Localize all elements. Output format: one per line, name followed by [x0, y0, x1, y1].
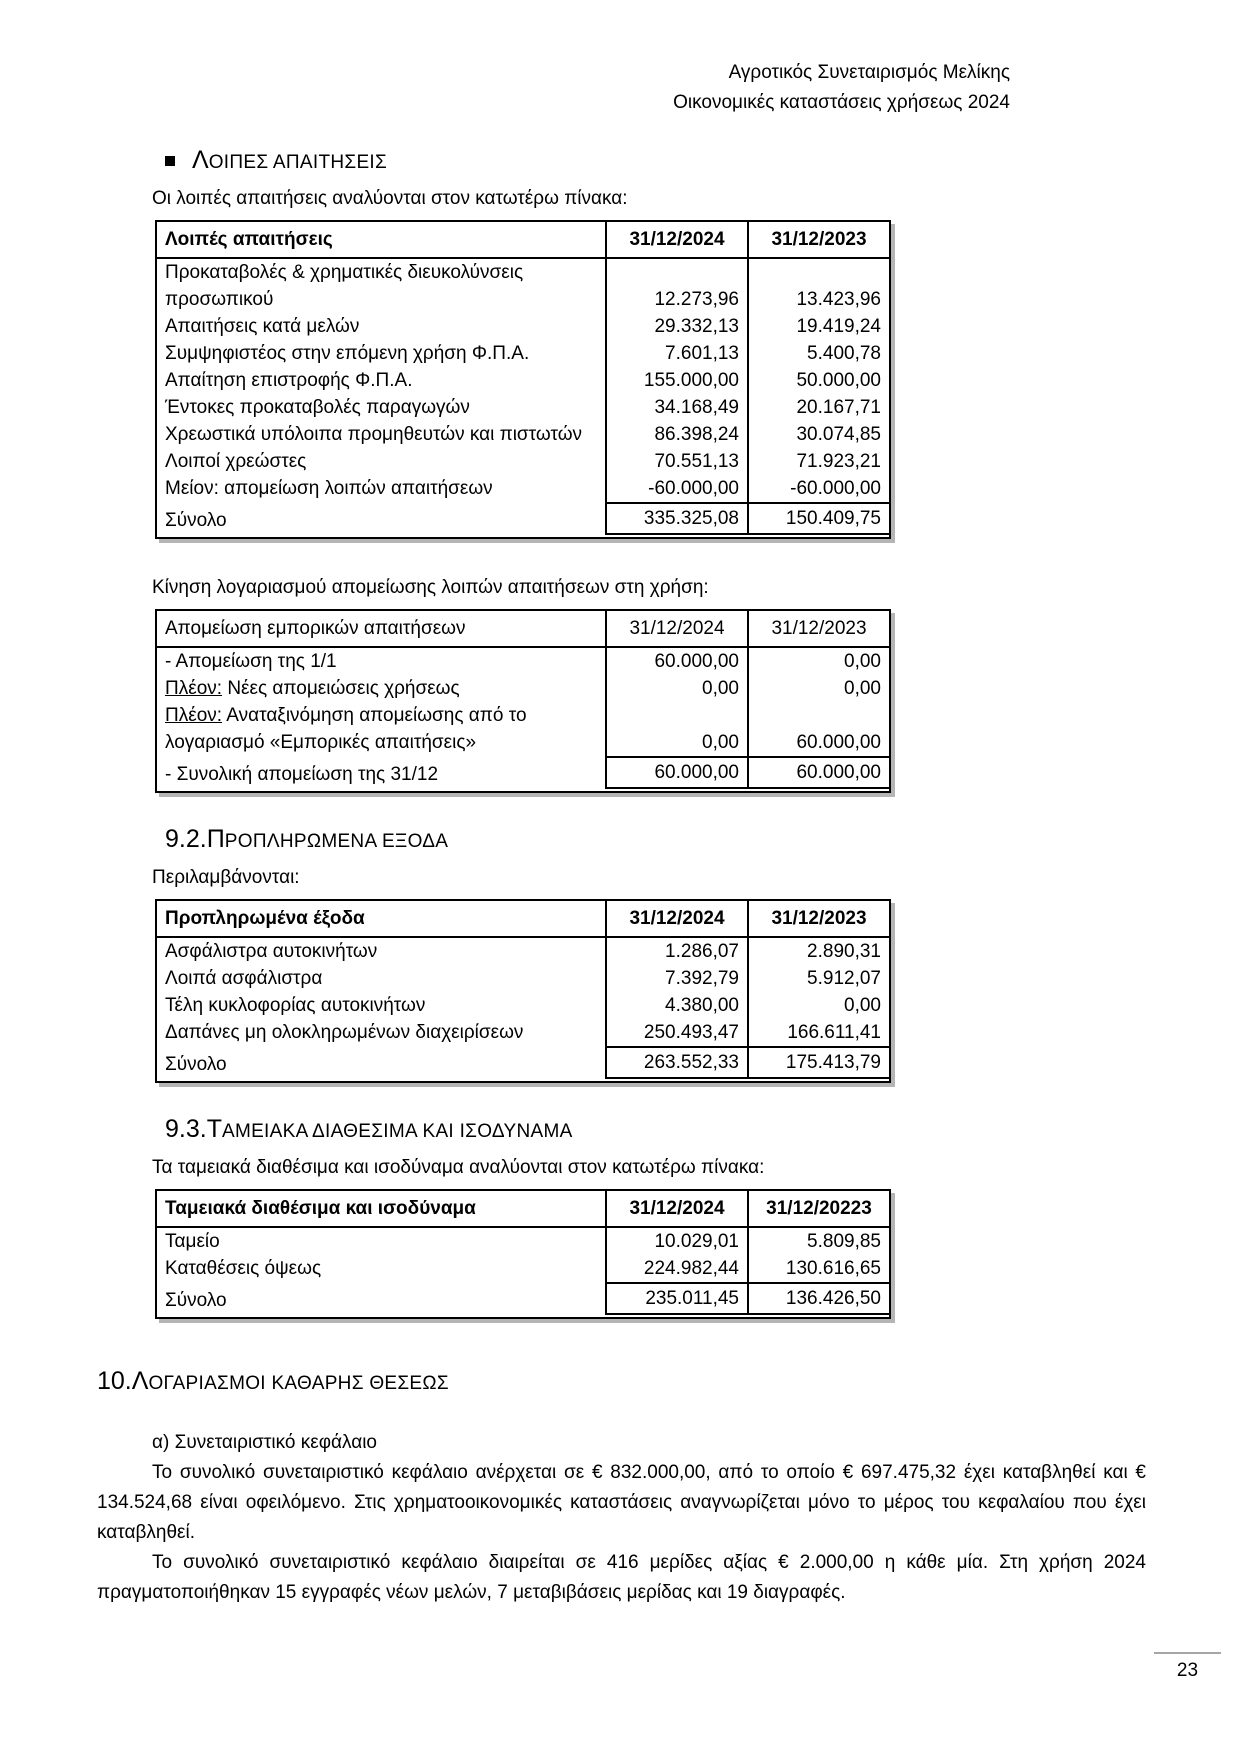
- row-label-cell: Δαπάνες μη ολοκληρωμένων διαχειρίσεων: [165, 1022, 524, 1043]
- row-label-cell: Έντοκες προκαταβολές παραγωγών: [165, 397, 470, 418]
- section-heading-prepaid-expenses: [165, 823, 1146, 858]
- value-cell: -60.000,00: [747, 475, 889, 502]
- value-cell: 60.000,00: [747, 702, 889, 756]
- value-cell: 155.000,00: [605, 367, 747, 394]
- row-label-cell: Προκαταβολές & χρηματικές διευκολύνσεις προσωπικού: [165, 262, 524, 310]
- value-cell: 235.011,45: [605, 1282, 747, 1315]
- value-cell: 50.000,00: [747, 367, 889, 394]
- value-cell: 0,00: [747, 992, 889, 1019]
- value-cell: 250.493,47: [605, 1019, 747, 1046]
- table-title-cell: Λοιπές απαιτήσεις: [157, 222, 605, 259]
- row-label-cell: Απαιτήσεις κατά μελών: [165, 316, 360, 337]
- bullet-square-icon: [165, 156, 175, 166]
- table-row: [157, 675, 889, 702]
- table-row: [157, 340, 889, 367]
- date-header-cell: 31/12/2024: [605, 901, 747, 938]
- underlined-prefix: Πλέον:: [165, 705, 223, 726]
- value-cell: 71.923,21: [747, 448, 889, 475]
- row-label-cell: - Απομείωση της 1/1: [165, 651, 337, 672]
- value-cell: 86.398,24: [605, 421, 747, 448]
- paragraph-capital-shares: Το συνολικό συνεταιριστικό κεφάλαιο διαιρείται σε 416 μερίδες αξίας € 2.000,00 η κάθε μία. Στη χρήση 2024 πραγματοποιήθηκαν 15 εγγραφές νέων μελών, 7 μεταβιβάσεις μερίδας και 19 διαγραφές.: [97, 1552, 1146, 1603]
- subsection-cooperative-capital: α) Συνεταιριστικό κεφάλαιο: [152, 1432, 377, 1453]
- date-header-cell: 31/12/2023: [747, 222, 889, 259]
- value-cell: 224.982,44: [605, 1255, 747, 1282]
- table-header-row: [157, 222, 889, 259]
- heading-rest: ΟΓΑΡΙΑΣΜΟΙ ΚΑΘΑΡΗΣ ΘΕΣΕΩΣ: [148, 1373, 449, 1394]
- value-cell: 19.419,24: [747, 313, 889, 340]
- table-row: [157, 1255, 889, 1282]
- heading-rest: ΡΟΠΛΗΡΩΜΕΝΑ ΕΞΟΔΑ: [224, 831, 449, 852]
- section-heading-cash-equivalents: [165, 1113, 1146, 1148]
- value-cell: 2.890,31: [747, 938, 889, 965]
- heading-rest: ΑΜΕΙΑΚΑ ΔΙΑΘΕΣΙΜΑ ΚΑΙ ΙΣΟΔΥΝΑΜΑ: [221, 1121, 573, 1142]
- value-cell: 12.273,96: [605, 259, 747, 313]
- row-label-cell: Λοιποί χρεώστες: [165, 451, 307, 472]
- table-header-row: [157, 901, 889, 938]
- value-cell: 150.409,75: [747, 502, 889, 535]
- row-label-cell: Ασφάλιστρα αυτοκινήτων: [165, 941, 378, 962]
- date-header-cell: 31/12/2024: [605, 611, 747, 648]
- page-footer: [1154, 1652, 1221, 1682]
- table-total-row: [157, 502, 889, 535]
- table-row: [157, 421, 889, 448]
- date-header-cell: 31/12/2023: [747, 611, 889, 648]
- value-cell: 5.809,85: [747, 1228, 889, 1255]
- table-title-cell: Ταμειακά διαθέσιμα και ισοδύναμα: [157, 1191, 605, 1228]
- value-cell: 29.332,13: [605, 313, 747, 340]
- value-cell: 60.000,00: [605, 648, 747, 675]
- impairment-movement-table: [155, 609, 891, 793]
- value-cell: 7.601,13: [605, 340, 747, 367]
- row-label-cell: Πλέον: Αναταξινόμηση απομείωσης από το λογαριασμό «Εμπορικές απαιτήσεις»: [165, 705, 527, 753]
- table-row: [157, 259, 889, 313]
- table-row: [157, 448, 889, 475]
- table-header-row: [157, 1191, 889, 1228]
- value-cell: 7.392,79: [605, 965, 747, 992]
- intro-prepaid-expenses: Περιλαμβάνονται:: [152, 867, 300, 888]
- row-label-cell: Χρεωστικά υπόλοιπα προμηθευτών και πιστωτών: [165, 424, 583, 445]
- value-cell: 0,00: [605, 675, 747, 702]
- table-row: [157, 367, 889, 394]
- row-label-cell: Απαίτηση επιστροφής Φ.Π.Α.: [165, 370, 413, 391]
- table-row: [157, 1228, 889, 1255]
- section-heading-other-receivables: [165, 144, 1146, 179]
- value-cell: 34.168,49: [605, 394, 747, 421]
- heading-lead: 9.3.Τ: [165, 1115, 222, 1143]
- value-cell: 5.912,07: [747, 965, 889, 992]
- value-cell: 70.551,13: [605, 448, 747, 475]
- table-row: [157, 702, 889, 756]
- value-cell: 335.325,08: [605, 502, 747, 535]
- row-label-cell: Σύνολο: [165, 510, 227, 531]
- table-row: [157, 1019, 889, 1046]
- underlined-prefix: Πλέον:: [165, 678, 223, 699]
- table-total-row: [157, 1282, 889, 1315]
- table-row: [157, 992, 889, 1019]
- intro-other-receivables: Οι λοιπές απαιτήσεις αναλύονται στον κατωτέρω πίνακα:: [152, 188, 628, 209]
- date-header-cell: 31/12/2024: [605, 222, 747, 259]
- row-label-cell: Πλέον: Νέες απομειώσεις χρήσεως: [165, 678, 460, 699]
- table-title-cell: Απομείωση εμπορικών απαιτήσεων: [157, 611, 605, 648]
- section-heading-equity-accounts: [97, 1365, 1146, 1400]
- table-row: [157, 313, 889, 340]
- header-statement-title: Οικονομικές καταστάσεις χρήσεως 2024: [673, 92, 1010, 113]
- row-label-cell: Μείον: απομείωση λοιπών απαιτήσεων: [165, 478, 493, 499]
- page-number: 23: [1176, 1660, 1199, 1681]
- table-row: [157, 648, 889, 675]
- row-label-cell: Τέλη κυκλοφορίας αυτοκινήτων: [165, 995, 426, 1016]
- row-label-cell: Καταθέσεις όψεως: [165, 1258, 322, 1279]
- table-total-row: [157, 756, 889, 789]
- table-row: [157, 938, 889, 965]
- row-label-cell: Λοιπά ασφάλιστρα: [165, 968, 323, 989]
- value-cell: 130.616,65: [747, 1255, 889, 1282]
- intro-cash-equivalents: Τα ταμειακά διαθέσιμα και ισοδύναμα αναλύονται στον κατωτέρω πίνακα:: [152, 1157, 765, 1178]
- prepaid-expenses-table: [155, 899, 891, 1083]
- row-label-cell: Συμψηφιστέος στην επόμενη χρήση Φ.Π.Α.: [165, 343, 530, 364]
- table-total-row: [157, 1046, 889, 1079]
- value-cell: 4.380,00: [605, 992, 747, 1019]
- intro-impairment-movement: Κίνηση λογαριασμού απομείωσης λοιπών απαιτήσεων στη χρήση:: [152, 577, 709, 598]
- value-cell: 1.286,07: [605, 938, 747, 965]
- table-row: [157, 475, 889, 502]
- value-cell: 10.029,01: [605, 1228, 747, 1255]
- value-cell: 60.000,00: [747, 756, 889, 789]
- table-header-row: [157, 611, 889, 648]
- date-header-cell: 31/12/20223: [747, 1191, 889, 1228]
- other-receivables-table: [155, 220, 891, 539]
- value-cell: 136.426,50: [747, 1282, 889, 1315]
- row-label-cell: - Συνολική απομείωση της 31/12: [165, 764, 439, 785]
- value-cell: 175.413,79: [747, 1046, 889, 1079]
- heading-lead: 10.Λ: [97, 1367, 149, 1395]
- cash-equivalents-table: [155, 1189, 891, 1319]
- value-cell: 263.552,33: [605, 1046, 747, 1079]
- value-cell: 30.074,85: [747, 421, 889, 448]
- value-cell: 0,00: [605, 702, 747, 756]
- table-title-cell: Προπληρωμένα έξοδα: [157, 901, 605, 938]
- row-label-cell: Ταμείο: [165, 1231, 220, 1252]
- heading-rest: ΟΙΠΕΣ ΑΠΑΙΤΗΣΕΙΣ: [208, 152, 388, 173]
- row-label-cell: Σύνολο: [165, 1290, 227, 1311]
- value-cell: 5.400,78: [747, 340, 889, 367]
- row-label-cell: Σύνολο: [165, 1054, 227, 1075]
- table-row: [157, 394, 889, 421]
- value-cell: 20.167,71: [747, 394, 889, 421]
- value-cell: 166.611,41: [747, 1019, 889, 1046]
- document-header: [97, 58, 1146, 118]
- date-header-cell: 31/12/2023: [747, 901, 889, 938]
- value-cell: 60.000,00: [605, 756, 747, 789]
- table-row: [157, 965, 889, 992]
- value-cell: 13.423,96: [747, 259, 889, 313]
- header-company-name: Αγροτικός Συνεταιρισμός Μελίκης: [728, 62, 1010, 83]
- paragraph-capital-amounts: Το συνολικό συνεταιριστικό κεφάλαιο ανέρχεται σε € 832.000,00, από το οποίο € 697.475,32 έχει καταβληθεί και € 134.524,68 είναι οφειλόμενο. Στις χρηματοοικονομικές καταστάσεις αναγνωρίζεται μόνο το μέρος του κεφαλαίου που έχει καταβληθεί.: [97, 1462, 1146, 1543]
- value-cell: -60.000,00: [605, 475, 747, 502]
- heading-lead: Λ: [192, 146, 209, 174]
- value-cell: 0,00: [747, 648, 889, 675]
- value-cell: 0,00: [747, 675, 889, 702]
- heading-lead: 9.2.Π: [165, 825, 225, 853]
- date-header-cell: 31/12/2024: [605, 1191, 747, 1228]
